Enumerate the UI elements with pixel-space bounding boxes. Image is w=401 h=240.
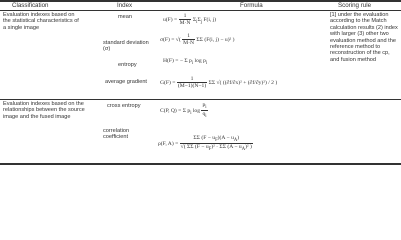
formula-correlation: ρ(F, A) = $\frac{\Sigma\Sigma (F - u_F)(A - u_A)}{√( \Sigma\Sigma (F - u_F)^2 \cdot \Sigma\Sigma (A - u_A)^2 )}$ xyxy=(158,135,252,153)
header-rule xyxy=(0,10,401,11)
classification-statistical: Evaluation indexes based on the statistical characteristics of a single image xyxy=(3,12,79,31)
classification-relationship: Evaluation indexes based on the relationships between the source image and the fused image xyxy=(3,101,85,120)
index-standard-deviation: standard deviation (σ) xyxy=(103,40,149,53)
index-correlation-coefficient: correlation coefficient xyxy=(103,128,130,141)
header-classification: Classification xyxy=(12,2,49,9)
group-divider xyxy=(0,99,401,100)
formula-entropy: H(F) = − Σ $p_i$ $\log p_i$ xyxy=(163,58,208,67)
scoring-rule-text: [1] under the evaluation according to the Match calculation results (2) index with larger (3) other two evaluation method and the reference method to reconstruction of the cp, and fusion method xyxy=(330,12,398,63)
formula-mean: u(F) = $\frac{1}{M\cdot N}$ $\Sigma_i\Sigma_j$ F(i, j) xyxy=(163,13,217,26)
index-mean: mean xyxy=(118,14,132,20)
index-average-gradient: average gradient xyxy=(105,79,147,85)
header-scoring-rule: Scoring rule xyxy=(338,2,372,9)
formula-std: σ(F) = √( $\frac{1}{M\cdot N}$ ΣΣ (F(i, j) − u)² ) xyxy=(160,33,235,46)
bottom-rule xyxy=(0,163,401,165)
header-formula: Formula xyxy=(240,2,263,9)
index-entropy: entropy xyxy=(118,62,137,68)
formula-cross-entropy: C(P, Q) = Σ $p_i$ log $\frac{p_i}{q_i}$ xyxy=(160,102,207,120)
formula-average-gradient: G(F) = $\frac{1}{(M-1)(N-1)}$ ΣΣ √( ((∂f/∂x)² + (∂f/∂y)²) / 2 ) xyxy=(160,76,278,89)
index-cross-entropy: cross entropy xyxy=(107,103,141,109)
header-index: Index xyxy=(117,2,133,9)
